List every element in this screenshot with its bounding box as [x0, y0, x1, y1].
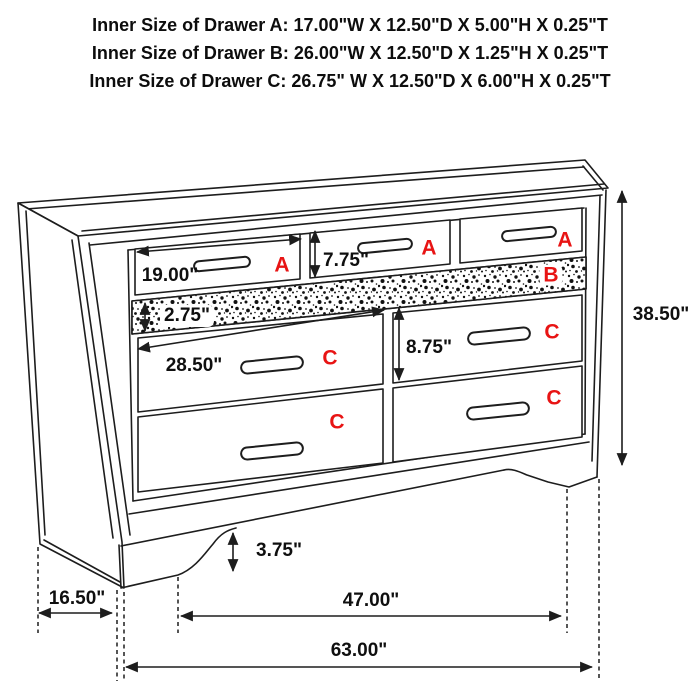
drawer-letter-a-top-middle: A: [421, 236, 437, 260]
dim-label-drawer-a-height: 7.75": [323, 250, 369, 271]
drawer-size-header: [0, 11, 700, 95]
drawer-letter-c-bottom-right: C: [546, 386, 562, 410]
dim-label-leg-height: 3.75": [256, 540, 302, 561]
dim-label-drawer-c-height: 8.75": [406, 337, 452, 358]
dim-label-side-depth: 16.50": [48, 588, 106, 609]
dim-label-drawer-c-width: 28.50": [165, 355, 223, 376]
dim-label-overall-width: 63.00": [330, 640, 388, 661]
dim-label-drawer-b-height: 2.75": [160, 305, 214, 327]
header-line-drawer-b: Inner Size of Drawer B: 26.00"W X 12.50"D X 1.25"H X 0.25"T: [91, 43, 609, 63]
dresser-left-side-panel: [18, 203, 124, 588]
dim-label-drawer-a-width: 19.00": [141, 265, 199, 286]
drawer-letter-b-jewelry: B: [539, 265, 562, 286]
drawer-letter-c-bottom-left: C: [329, 410, 345, 434]
drawer-letter-c-middle-right: C: [544, 320, 560, 344]
drawer-letter-c-middle-left: C: [322, 346, 338, 370]
dim-label-overall-height: 38.50": [632, 304, 690, 325]
drawer-letter-a-top-right: A: [557, 228, 573, 252]
header-line-drawer-a: Inner Size of Drawer A: 17.00"W X 12.50"D X 5.00"H X 0.25"T: [92, 15, 608, 35]
header-line-drawer-c: Inner Size of Drawer C: 26.75" W X 12.50"D X 6.00"H X 0.25"T: [89, 71, 611, 91]
dresser-legs-and-apron: [119, 469, 597, 588]
drawer-letter-a-top-left: A: [274, 253, 290, 277]
dim-label-front-width: 47.00": [342, 590, 400, 611]
